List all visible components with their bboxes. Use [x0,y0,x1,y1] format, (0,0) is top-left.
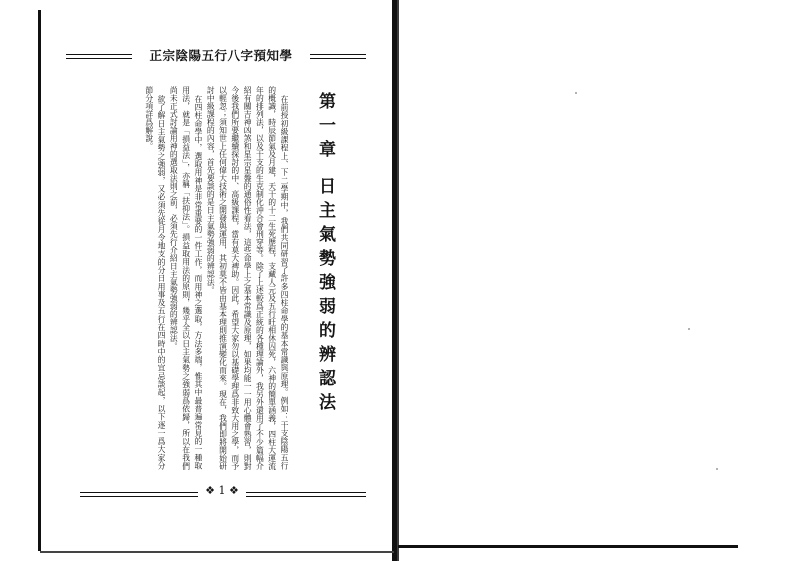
chapter-title: 第一章 日主氣勢強弱的辨認法 [315,92,335,417]
page-number: ❖ 1 ❖ [205,484,239,497]
paragraph: 在前授初級課程上、下二學期中，我們共同研習了許多四柱命學的基本常識與原理。例如：干支陰陽五行的概識，時辰節氣及月建，天干的十二生死歷程，支藏人元及五行旺相休囚死，六神的簡單涵義，四柱大運流年的排列法，以及干支的生克制化沖合會刑穿等。除了上述較爲正統的各種理論外，我另外還用了不少篇幅介紹有關吉神凶煞和星宗星盤的通俗性看法，這些命學上之基本常識及原理，如果均能一一用心體會熟習，則對今後我們所要繼續探討的中、高級課程，當有莫大裨助。因此，希望大家勿以基礎學理爲非致大用之學，而予以輕忽；須知世上任何偉大技術之開發與運用，其初莫不皆由基本理則推演變化而來。現在，我們即將開始研討中級課程的內容，首先要談的是日主氣勢強弱的辨認法。 [206,86,289,470]
page-number-value: 1 [218,484,226,497]
running-head-title: 正宗陰陽五行八字預知學 [149,48,293,63]
book-spine-shadow [397,0,399,561]
scan-speck [688,328,690,330]
page-folio [80,484,366,502]
paragraph: 在四柱命學中，選取用神是非常重要的一件工作，而用神之選取，方法多端，惟其中最普遍常見的一種取用法，就是「損益法」，亦稱「扶抑法」。損益取用法的原則，幾乎全以日主氣勢之強弱爲依歸，所以在我們尚未正式討論用神的選取法則之前，必須先行介紹日主氣勢強弱的辨認法。 [169,86,203,470]
body-text [104,86,290,470]
running-head-rule-left [66,54,132,59]
scan-edge-bar [38,10,41,551]
running-head [66,44,366,66]
page-margin-left [0,0,40,561]
scan-speck [716,468,718,470]
page-bottom-edge [40,551,394,553]
facing-page-bottom-edge [398,545,738,548]
paragraph: 欲了解日主氣勢之強弱，又必須先從月令地支的分日用事及五行在四時中的宜忌談起，以下逐一爲大家分節分項詳爲解說。 [144,86,167,470]
running-head-rule-right [310,54,366,59]
folio-rule-right [246,492,366,497]
scan-speck [575,92,577,94]
folio-rule-left [80,492,198,497]
